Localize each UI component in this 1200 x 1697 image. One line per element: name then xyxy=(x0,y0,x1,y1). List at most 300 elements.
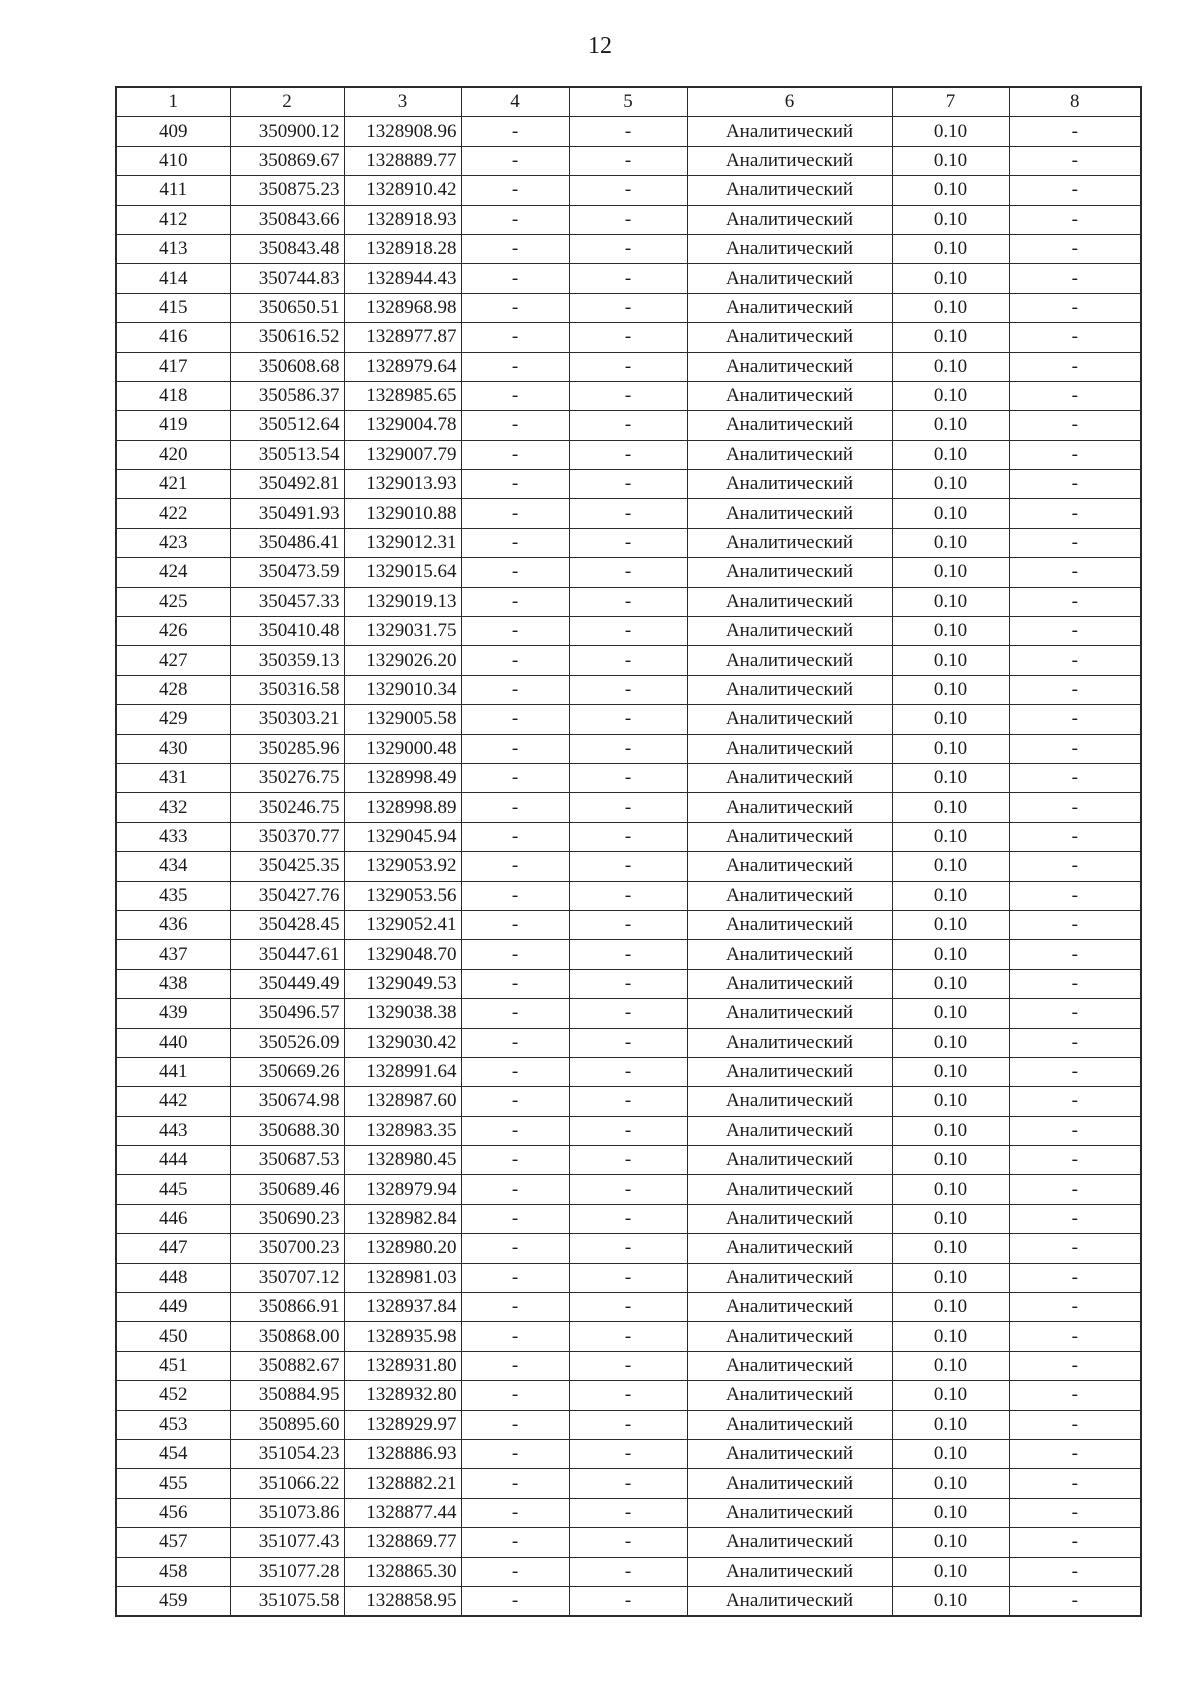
cell-col-5-value: - xyxy=(569,1322,687,1351)
cell-point-number: 434 xyxy=(116,852,230,881)
cell-method: Аналитический xyxy=(687,1351,892,1380)
cell-x-coordinate: 350512.64 xyxy=(230,411,344,440)
cell-point-number: 459 xyxy=(116,1586,230,1616)
cell-method: Аналитический xyxy=(687,440,892,469)
cell-point-number: 425 xyxy=(116,587,230,616)
cell-method: Аналитический xyxy=(687,793,892,822)
table-row xyxy=(116,1028,1141,1057)
cell-y-coordinate: 1329010.88 xyxy=(344,499,461,528)
cell-y-coordinate: 1329053.56 xyxy=(344,881,461,910)
cell-y-coordinate: 1328983.35 xyxy=(344,1116,461,1145)
cell-x-coordinate: 350428.45 xyxy=(230,910,344,939)
cell-col-4-value: - xyxy=(461,646,569,675)
cell-col-8-value: - xyxy=(1009,293,1141,322)
cell-col-4-value: - xyxy=(461,1469,569,1498)
cell-col-5-value: - xyxy=(569,558,687,587)
cell-col-5-value: - xyxy=(569,352,687,381)
cell-col-5-value: - xyxy=(569,1028,687,1057)
cell-method: Аналитический xyxy=(687,411,892,440)
cell-col-4-value: - xyxy=(461,499,569,528)
cell-y-coordinate: 1328889.77 xyxy=(344,146,461,175)
cell-x-coordinate: 350492.81 xyxy=(230,470,344,499)
cell-col-8-value: - xyxy=(1009,1175,1141,1204)
cell-point-number: 424 xyxy=(116,558,230,587)
cell-y-coordinate: 1329031.75 xyxy=(344,617,461,646)
cell-x-coordinate: 350869.67 xyxy=(230,146,344,175)
cell-method: Аналитический xyxy=(687,822,892,851)
cell-point-number: 417 xyxy=(116,352,230,381)
header-row xyxy=(116,87,1141,117)
cell-col-5-value: - xyxy=(569,646,687,675)
cell-col-5-value: - xyxy=(569,293,687,322)
cell-col-5-value: - xyxy=(569,675,687,704)
cell-method: Аналитический xyxy=(687,1204,892,1233)
cell-accuracy: 0.10 xyxy=(892,1410,1009,1439)
cell-col-5-value: - xyxy=(569,1498,687,1527)
cell-col-4-value: - xyxy=(461,705,569,734)
cell-point-number: 419 xyxy=(116,411,230,440)
cell-y-coordinate: 1328869.77 xyxy=(344,1528,461,1557)
cell-y-coordinate: 1328910.42 xyxy=(344,176,461,205)
cell-x-coordinate: 350526.09 xyxy=(230,1028,344,1057)
cell-accuracy: 0.10 xyxy=(892,969,1009,998)
cell-col-5-value: - xyxy=(569,440,687,469)
cell-accuracy: 0.10 xyxy=(892,470,1009,499)
table-row xyxy=(116,234,1141,263)
cell-method: Аналитический xyxy=(687,1469,892,1498)
cell-accuracy: 0.10 xyxy=(892,822,1009,851)
cell-col-8-value: - xyxy=(1009,734,1141,763)
cell-col-8-value: - xyxy=(1009,499,1141,528)
cell-col-8-value: - xyxy=(1009,705,1141,734)
cell-accuracy: 0.10 xyxy=(892,381,1009,410)
cell-x-coordinate: 351073.86 xyxy=(230,1498,344,1527)
table-row xyxy=(116,1293,1141,1322)
cell-col-8-value: - xyxy=(1009,1439,1141,1468)
cell-col-4-value: - xyxy=(461,940,569,969)
cell-col-8-value: - xyxy=(1009,822,1141,851)
cell-accuracy: 0.10 xyxy=(892,940,1009,969)
cell-col-8-value: - xyxy=(1009,234,1141,263)
cell-point-number: 420 xyxy=(116,440,230,469)
cell-col-8-value: - xyxy=(1009,1322,1141,1351)
cell-accuracy: 0.10 xyxy=(892,1557,1009,1586)
column-header-7: 7 xyxy=(892,87,1009,117)
table-row xyxy=(116,146,1141,175)
cell-col-5-value: - xyxy=(569,1469,687,1498)
cell-col-4-value: - xyxy=(461,1146,569,1175)
table-row xyxy=(116,1381,1141,1410)
cell-col-4-value: - xyxy=(461,146,569,175)
cell-accuracy: 0.10 xyxy=(892,587,1009,616)
cell-y-coordinate: 1328931.80 xyxy=(344,1351,461,1380)
cell-accuracy: 0.10 xyxy=(892,852,1009,881)
cell-y-coordinate: 1329010.34 xyxy=(344,675,461,704)
cell-method: Аналитический xyxy=(687,293,892,322)
cell-col-8-value: - xyxy=(1009,969,1141,998)
cell-accuracy: 0.10 xyxy=(892,646,1009,675)
cell-col-4-value: - xyxy=(461,323,569,352)
cell-col-5-value: - xyxy=(569,705,687,734)
table-row xyxy=(116,763,1141,792)
cell-col-8-value: - xyxy=(1009,440,1141,469)
cell-y-coordinate: 1328968.98 xyxy=(344,293,461,322)
table-row xyxy=(116,705,1141,734)
column-header-3: 3 xyxy=(344,87,461,117)
cell-accuracy: 0.10 xyxy=(892,499,1009,528)
table-row xyxy=(116,1087,1141,1116)
cell-col-5-value: - xyxy=(569,734,687,763)
column-header-5: 5 xyxy=(569,87,687,117)
table-row xyxy=(116,1204,1141,1233)
cell-point-number: 436 xyxy=(116,910,230,939)
cell-accuracy: 0.10 xyxy=(892,1439,1009,1468)
table-row xyxy=(116,822,1141,851)
cell-y-coordinate: 1329052.41 xyxy=(344,910,461,939)
cell-col-4-value: - xyxy=(461,528,569,557)
cell-accuracy: 0.10 xyxy=(892,352,1009,381)
cell-col-4-value: - xyxy=(461,1263,569,1292)
cell-method: Аналитический xyxy=(687,381,892,410)
cell-accuracy: 0.10 xyxy=(892,264,1009,293)
cell-col-5-value: - xyxy=(569,1528,687,1557)
table-row xyxy=(116,205,1141,234)
cell-col-5-value: - xyxy=(569,470,687,499)
cell-method: Аналитический xyxy=(687,352,892,381)
cell-point-number: 433 xyxy=(116,822,230,851)
cell-col-8-value: - xyxy=(1009,910,1141,939)
cell-col-5-value: - xyxy=(569,910,687,939)
cell-col-8-value: - xyxy=(1009,587,1141,616)
cell-method: Аналитический xyxy=(687,1057,892,1086)
cell-x-coordinate: 350868.00 xyxy=(230,1322,344,1351)
cell-accuracy: 0.10 xyxy=(892,617,1009,646)
cell-method: Аналитический xyxy=(687,117,892,146)
cell-x-coordinate: 350650.51 xyxy=(230,293,344,322)
cell-y-coordinate: 1328980.45 xyxy=(344,1146,461,1175)
cell-method: Аналитический xyxy=(687,1087,892,1116)
cell-y-coordinate: 1329048.70 xyxy=(344,940,461,969)
table-row xyxy=(116,617,1141,646)
cell-y-coordinate: 1328980.20 xyxy=(344,1234,461,1263)
cell-col-5-value: - xyxy=(569,499,687,528)
cell-method: Аналитический xyxy=(687,1410,892,1439)
cell-accuracy: 0.10 xyxy=(892,176,1009,205)
cell-x-coordinate: 350513.54 xyxy=(230,440,344,469)
cell-point-number: 444 xyxy=(116,1146,230,1175)
cell-point-number: 448 xyxy=(116,1263,230,1292)
cell-col-4-value: - xyxy=(461,793,569,822)
cell-col-8-value: - xyxy=(1009,763,1141,792)
cell-col-4-value: - xyxy=(461,117,569,146)
table-row xyxy=(116,1057,1141,1086)
cell-method: Аналитический xyxy=(687,705,892,734)
cell-col-8-value: - xyxy=(1009,1586,1141,1616)
cell-x-coordinate: 350359.13 xyxy=(230,646,344,675)
cell-method: Аналитический xyxy=(687,852,892,881)
cell-x-coordinate: 350449.49 xyxy=(230,969,344,998)
cell-accuracy: 0.10 xyxy=(892,793,1009,822)
cell-accuracy: 0.10 xyxy=(892,1263,1009,1292)
cell-x-coordinate: 350410.48 xyxy=(230,617,344,646)
table-row xyxy=(116,1322,1141,1351)
table-row xyxy=(116,1528,1141,1557)
cell-col-4-value: - xyxy=(461,675,569,704)
table-row xyxy=(116,881,1141,910)
cell-x-coordinate: 350473.59 xyxy=(230,558,344,587)
cell-y-coordinate: 1329026.20 xyxy=(344,646,461,675)
cell-x-coordinate: 350707.12 xyxy=(230,1263,344,1292)
cell-col-4-value: - xyxy=(461,1528,569,1557)
cell-accuracy: 0.10 xyxy=(892,558,1009,587)
cell-method: Аналитический xyxy=(687,999,892,1028)
cell-col-8-value: - xyxy=(1009,558,1141,587)
cell-method: Аналитический xyxy=(687,940,892,969)
table-row xyxy=(116,1234,1141,1263)
cell-col-5-value: - xyxy=(569,1381,687,1410)
cell-point-number: 451 xyxy=(116,1351,230,1380)
cell-col-8-value: - xyxy=(1009,381,1141,410)
cell-col-4-value: - xyxy=(461,1057,569,1086)
cell-method: Аналитический xyxy=(687,1557,892,1586)
cell-col-5-value: - xyxy=(569,264,687,293)
cell-col-8-value: - xyxy=(1009,1528,1141,1557)
cell-col-8-value: - xyxy=(1009,1146,1141,1175)
cell-accuracy: 0.10 xyxy=(892,1528,1009,1557)
cell-y-coordinate: 1328918.93 xyxy=(344,205,461,234)
cell-point-number: 437 xyxy=(116,940,230,969)
cell-accuracy: 0.10 xyxy=(892,1234,1009,1263)
cell-point-number: 427 xyxy=(116,646,230,675)
page-number: 12 xyxy=(588,33,612,59)
cell-x-coordinate: 350689.46 xyxy=(230,1175,344,1204)
cell-x-coordinate: 351077.43 xyxy=(230,1528,344,1557)
cell-method: Аналитический xyxy=(687,1146,892,1175)
column-header-4: 4 xyxy=(461,87,569,117)
cell-col-8-value: - xyxy=(1009,1087,1141,1116)
cell-col-8-value: - xyxy=(1009,323,1141,352)
cell-col-5-value: - xyxy=(569,205,687,234)
cell-point-number: 418 xyxy=(116,381,230,410)
cell-col-5-value: - xyxy=(569,234,687,263)
cell-method: Аналитический xyxy=(687,528,892,557)
cell-col-4-value: - xyxy=(461,264,569,293)
cell-x-coordinate: 350688.30 xyxy=(230,1116,344,1145)
cell-col-5-value: - xyxy=(569,1557,687,1586)
table-row xyxy=(116,1586,1141,1616)
cell-col-4-value: - xyxy=(461,999,569,1028)
cell-point-number: 455 xyxy=(116,1469,230,1498)
cell-col-8-value: - xyxy=(1009,205,1141,234)
cell-col-5-value: - xyxy=(569,1439,687,1468)
cell-col-5-value: - xyxy=(569,763,687,792)
cell-point-number: 453 xyxy=(116,1410,230,1439)
cell-method: Аналитический xyxy=(687,323,892,352)
cell-x-coordinate: 350316.58 xyxy=(230,675,344,704)
cell-accuracy: 0.10 xyxy=(892,1028,1009,1057)
cell-point-number: 432 xyxy=(116,793,230,822)
cell-x-coordinate: 350276.75 xyxy=(230,763,344,792)
cell-col-4-value: - xyxy=(461,1381,569,1410)
table-row xyxy=(116,352,1141,381)
cell-y-coordinate: 1329030.42 xyxy=(344,1028,461,1057)
cell-col-4-value: - xyxy=(461,440,569,469)
cell-col-5-value: - xyxy=(569,1146,687,1175)
cell-accuracy: 0.10 xyxy=(892,1146,1009,1175)
cell-method: Аналитический xyxy=(687,1263,892,1292)
cell-accuracy: 0.10 xyxy=(892,1322,1009,1351)
cell-point-number: 450 xyxy=(116,1322,230,1351)
cell-col-5-value: - xyxy=(569,969,687,998)
cell-method: Аналитический xyxy=(687,969,892,998)
cell-y-coordinate: 1328935.98 xyxy=(344,1322,461,1351)
cell-x-coordinate: 350744.83 xyxy=(230,264,344,293)
cell-x-coordinate: 350900.12 xyxy=(230,117,344,146)
cell-method: Аналитический xyxy=(687,734,892,763)
cell-x-coordinate: 350866.91 xyxy=(230,1293,344,1322)
cell-col-8-value: - xyxy=(1009,881,1141,910)
cell-accuracy: 0.10 xyxy=(892,881,1009,910)
cell-col-4-value: - xyxy=(461,1204,569,1233)
cell-col-4-value: - xyxy=(461,1322,569,1351)
cell-y-coordinate: 1328979.64 xyxy=(344,352,461,381)
cell-x-coordinate: 350882.67 xyxy=(230,1351,344,1380)
cell-y-coordinate: 1328991.64 xyxy=(344,1057,461,1086)
cell-x-coordinate: 350674.98 xyxy=(230,1087,344,1116)
cell-point-number: 411 xyxy=(116,176,230,205)
cell-y-coordinate: 1328858.95 xyxy=(344,1586,461,1616)
cell-col-4-value: - xyxy=(461,1087,569,1116)
cell-accuracy: 0.10 xyxy=(892,293,1009,322)
cell-col-8-value: - xyxy=(1009,1381,1141,1410)
table-row xyxy=(116,999,1141,1028)
cell-x-coordinate: 350491.93 xyxy=(230,499,344,528)
cell-point-number: 422 xyxy=(116,499,230,528)
cell-col-5-value: - xyxy=(569,587,687,616)
cell-y-coordinate: 1329000.48 xyxy=(344,734,461,763)
cell-col-5-value: - xyxy=(569,940,687,969)
cell-x-coordinate: 350285.96 xyxy=(230,734,344,763)
cell-point-number: 452 xyxy=(116,1381,230,1410)
cell-col-4-value: - xyxy=(461,1410,569,1439)
cell-y-coordinate: 1328981.03 xyxy=(344,1263,461,1292)
cell-x-coordinate: 350690.23 xyxy=(230,1204,344,1233)
cell-x-coordinate: 350246.75 xyxy=(230,793,344,822)
table-row xyxy=(116,910,1141,939)
cell-point-number: 413 xyxy=(116,234,230,263)
cell-point-number: 429 xyxy=(116,705,230,734)
cell-col-5-value: - xyxy=(569,1351,687,1380)
cell-col-8-value: - xyxy=(1009,999,1141,1028)
table-row xyxy=(116,117,1141,146)
cell-col-8-value: - xyxy=(1009,146,1141,175)
cell-accuracy: 0.10 xyxy=(892,675,1009,704)
cell-method: Аналитический xyxy=(687,146,892,175)
cell-point-number: 439 xyxy=(116,999,230,1028)
cell-accuracy: 0.10 xyxy=(892,1087,1009,1116)
column-header-1: 1 xyxy=(116,87,230,117)
cell-point-number: 443 xyxy=(116,1116,230,1145)
cell-x-coordinate: 351066.22 xyxy=(230,1469,344,1498)
cell-accuracy: 0.10 xyxy=(892,1175,1009,1204)
cell-col-5-value: - xyxy=(569,617,687,646)
table-row xyxy=(116,1146,1141,1175)
cell-method: Аналитический xyxy=(687,646,892,675)
cell-accuracy: 0.10 xyxy=(892,323,1009,352)
cell-x-coordinate: 350687.53 xyxy=(230,1146,344,1175)
table-row xyxy=(116,558,1141,587)
cell-y-coordinate: 1328979.94 xyxy=(344,1175,461,1204)
cell-col-5-value: - xyxy=(569,381,687,410)
cell-method: Аналитический xyxy=(687,763,892,792)
cell-col-5-value: - xyxy=(569,1116,687,1145)
cell-x-coordinate: 351054.23 xyxy=(230,1439,344,1468)
table-row xyxy=(116,793,1141,822)
cell-y-coordinate: 1328918.28 xyxy=(344,234,461,263)
cell-col-8-value: - xyxy=(1009,646,1141,675)
table-row xyxy=(116,1351,1141,1380)
table-row xyxy=(116,852,1141,881)
table-row xyxy=(116,1175,1141,1204)
cell-y-coordinate: 1328882.21 xyxy=(344,1469,461,1498)
cell-y-coordinate: 1329015.64 xyxy=(344,558,461,587)
cell-col-4-value: - xyxy=(461,470,569,499)
cell-col-8-value: - xyxy=(1009,617,1141,646)
table-row xyxy=(116,323,1141,352)
cell-point-number: 410 xyxy=(116,146,230,175)
cell-col-5-value: - xyxy=(569,793,687,822)
cell-col-4-value: - xyxy=(461,352,569,381)
cell-col-8-value: - xyxy=(1009,528,1141,557)
cell-x-coordinate: 350496.57 xyxy=(230,999,344,1028)
cell-col-8-value: - xyxy=(1009,1351,1141,1380)
cell-col-4-value: - xyxy=(461,969,569,998)
column-header-2: 2 xyxy=(230,87,344,117)
cell-point-number: 449 xyxy=(116,1293,230,1322)
cell-point-number: 431 xyxy=(116,763,230,792)
cell-col-8-value: - xyxy=(1009,1234,1141,1263)
cell-method: Аналитический xyxy=(687,234,892,263)
cell-col-4-value: - xyxy=(461,1557,569,1586)
cell-y-coordinate: 1329053.92 xyxy=(344,852,461,881)
cell-col-8-value: - xyxy=(1009,1116,1141,1145)
cell-col-5-value: - xyxy=(569,881,687,910)
cell-accuracy: 0.10 xyxy=(892,1498,1009,1527)
cell-point-number: 423 xyxy=(116,528,230,557)
table-row xyxy=(116,940,1141,969)
cell-col-8-value: - xyxy=(1009,264,1141,293)
table-row xyxy=(116,528,1141,557)
cell-col-4-value: - xyxy=(461,1293,569,1322)
cell-col-4-value: - xyxy=(461,176,569,205)
cell-x-coordinate: 350875.23 xyxy=(230,176,344,205)
cell-x-coordinate: 350608.68 xyxy=(230,352,344,381)
table-row xyxy=(116,1557,1141,1586)
cell-col-4-value: - xyxy=(461,881,569,910)
cell-method: Аналитический xyxy=(687,881,892,910)
cell-y-coordinate: 1329005.58 xyxy=(344,705,461,734)
table-row xyxy=(116,1498,1141,1527)
cell-x-coordinate: 350586.37 xyxy=(230,381,344,410)
cell-col-4-value: - xyxy=(461,558,569,587)
cell-col-8-value: - xyxy=(1009,352,1141,381)
cell-col-5-value: - xyxy=(569,1204,687,1233)
cell-accuracy: 0.10 xyxy=(892,1293,1009,1322)
cell-method: Аналитический xyxy=(687,558,892,587)
cell-col-5-value: - xyxy=(569,1586,687,1616)
cell-col-4-value: - xyxy=(461,734,569,763)
cell-point-number: 438 xyxy=(116,969,230,998)
